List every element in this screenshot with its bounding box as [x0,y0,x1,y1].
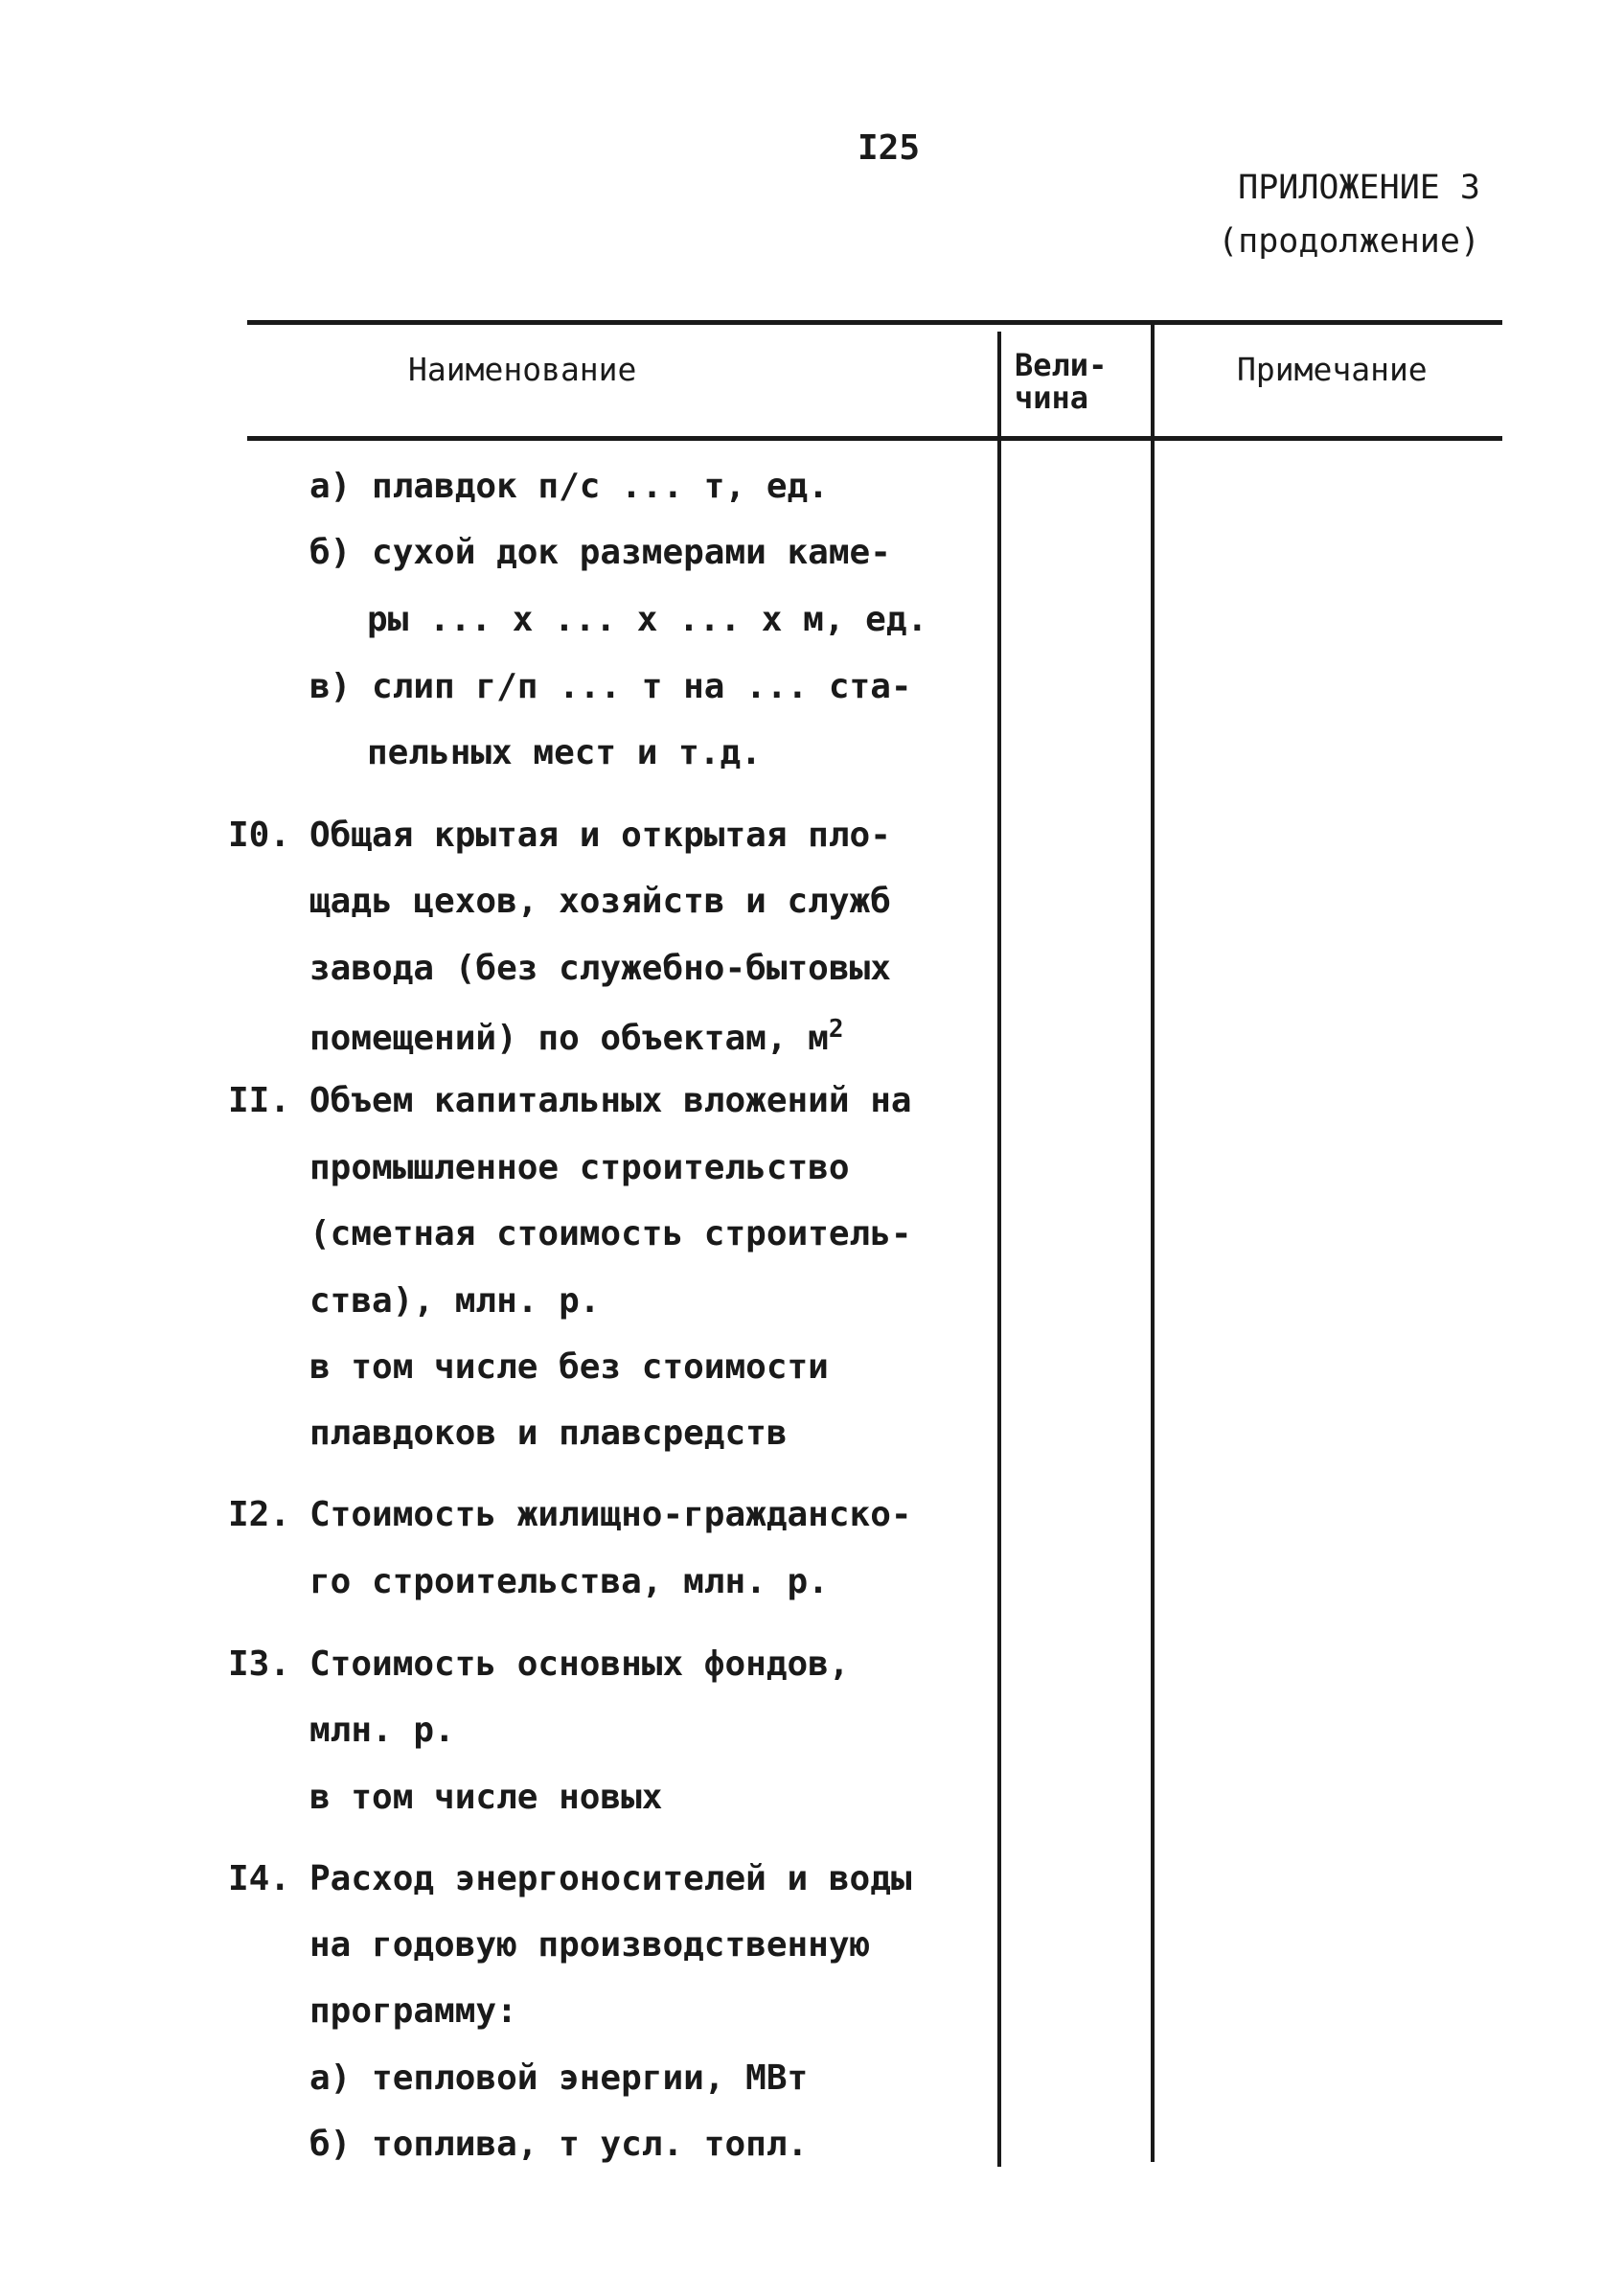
list-item-text: помещений) по объектам, м [309,1019,829,1058]
list-item: завода (без служебно-бытовых [309,949,891,988]
list-item: в том числе без стоимости [309,1347,829,1387]
list-item: ры ... х ... х ... х м, ед. [367,600,928,639]
appendix-title: ПРИЛОЖЕНИЕ 3 [1238,169,1480,207]
list-item: а) тепловой энергии, МВт [309,2058,809,2098]
appendix-subtitle: (продолжение) [1218,222,1480,261]
list-item: Общая крытая и открытая пло- [309,816,891,855]
list-item: ства), млн. р. [309,1281,601,1321]
list-item: (сметная стоимость строитель- [309,1214,912,1253]
item-number: I4. [228,1859,291,1898]
list-item: плавдоков и плавсредств [309,1414,788,1453]
list-item: го строительства, млн. р. [309,1562,829,1601]
list-item: программу: [309,1991,517,2031]
item-number: I0. [228,816,291,855]
item-number: I2. [228,1495,291,1534]
list-item: млн. р. [309,1711,455,1750]
list-item: Стоимость основных фондов, [309,1644,850,1684]
list-item: на годовую производственную [309,1925,871,1965]
header-note: Примечание [1237,351,1428,388]
list-item: Расход энергоносителей и воды [309,1859,912,1898]
list-item [309,1015,844,1058]
list-item: пельных мест и т.д. [367,733,762,772]
list-item: Объем капитальных вложений на [309,1081,912,1120]
table-top-rule [247,320,1502,325]
superscript: 2 [828,1015,844,1044]
table-header-rule [247,436,1502,441]
list-item: б) сухой док размерами каме- [309,533,891,572]
list-item: а) плавдок п/с ... т, ед. [309,467,829,506]
header-value: Вели- чина [1015,347,1108,416]
appendix-heading [1218,161,1480,268]
list-item: б) топлива, т усл. топл. [309,2125,809,2164]
table-column-divider-1 [997,332,1001,2167]
item-number: I3. [228,1644,291,1684]
list-item: в) слип г/п ... т на ... ста- [309,667,912,706]
list-item: Стоимость жилищно-гражданско- [309,1495,912,1534]
table-column-divider-2 [1151,322,1155,2162]
list-item: промышленное строительство [309,1148,850,1187]
page-number: I25 [858,128,921,168]
item-number: II. [228,1081,291,1120]
header-name: Наименование [408,351,637,388]
list-item: щадь цехов, хозяйств и служб [309,882,891,921]
list-item: в том числе новых [309,1778,663,1817]
